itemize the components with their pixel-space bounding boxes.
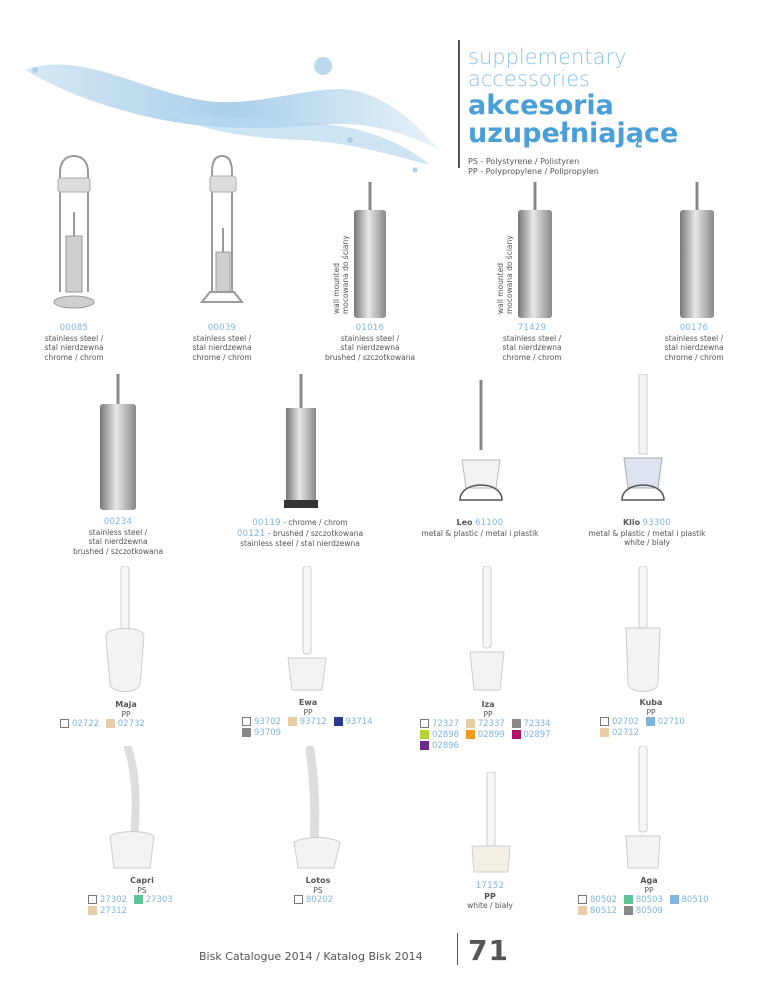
footer-divider [457, 933, 458, 965]
product-image-kuba [618, 566, 668, 696]
product-image-lotos [288, 746, 344, 872]
color-variant [646, 717, 685, 727]
color-swatch-icon [670, 895, 679, 904]
variant-code: 02896 [432, 741, 460, 751]
color-swatch-icon [466, 730, 475, 739]
product-image-leo [454, 380, 508, 510]
color-swatch-icon [88, 906, 97, 915]
color-swatch-icon [646, 717, 655, 726]
color-swatch-icon [578, 895, 587, 904]
color-swatch-icon [106, 719, 115, 728]
variant-code: 80502 [590, 895, 618, 905]
color-swatch-icon [88, 895, 97, 904]
color-swatch-icon [466, 719, 475, 728]
product-code: 00121 [236, 528, 266, 539]
variant-code: 02722 [72, 719, 100, 729]
product-image-00234 [96, 374, 140, 514]
color-swatch-icon [624, 906, 633, 915]
product-kuba: Kuba PP 02702 02710 02712 [596, 698, 706, 739]
color-variant [578, 895, 617, 905]
product-code: 00119 [252, 518, 281, 528]
color-variant [512, 719, 551, 729]
product-00176: 00176 stainless steel / stal nierdzewna chrome / chrom [630, 324, 758, 362]
color-variant [288, 717, 327, 727]
product-code: 61100 [474, 518, 504, 528]
color-variant [420, 730, 459, 740]
variant-list [416, 719, 560, 752]
product-code: 00085 [59, 323, 89, 333]
color-swatch-icon [294, 895, 303, 904]
product-capri: Capri PS 27302 27303 27312 [82, 876, 202, 917]
color-swatch-icon [420, 741, 429, 750]
variant-list [270, 895, 366, 906]
color-variant [294, 895, 333, 905]
product-name: Ewa [298, 698, 318, 707]
product-code: 00234 [103, 517, 133, 527]
color-variant [578, 906, 617, 916]
color-variant [88, 895, 127, 905]
product-image-71429 [512, 182, 558, 322]
product-klio: Klio 93300 metal & plastic / metal i plastik white / biały [588, 518, 706, 547]
product-lotos: Lotos PS 80202 [270, 876, 366, 906]
color-variant [242, 717, 281, 727]
product-code: 00176 [679, 323, 709, 333]
variant-code: 93714 [345, 717, 373, 727]
product-image-klio [616, 374, 670, 510]
product-image-00119 [280, 374, 322, 514]
product-code: 00039 [207, 323, 237, 333]
color-swatch-icon [420, 719, 429, 728]
title-english: supplementary accessories [468, 45, 627, 91]
product-name: Capri [130, 876, 154, 885]
title-polish: akcesoria uzupełniające [468, 90, 679, 149]
variant-code: 27302 [100, 895, 128, 905]
product-name: Kuba [639, 698, 663, 707]
color-variant [512, 730, 551, 740]
color-variant [466, 730, 505, 740]
color-swatch-icon [242, 728, 251, 737]
product-image-00085 [48, 152, 100, 322]
variant-code: 02710 [657, 717, 685, 727]
color-swatch-icon [512, 719, 521, 728]
color-variant [334, 717, 373, 727]
product-name: Maja [115, 700, 137, 709]
product-name: Lotos [305, 876, 331, 885]
color-variant [624, 895, 663, 905]
variant-code: 72327 [432, 719, 460, 729]
variant-list [56, 719, 196, 730]
product-leo: Leo 61100 metal & plastic / metal i plastik [421, 518, 539, 538]
product-17152: 17152 PP white / biały [440, 882, 540, 911]
product-name: Aga [640, 876, 658, 885]
product-code: 93300 [642, 518, 672, 528]
product-name: Leo [456, 518, 473, 527]
variant-list [574, 895, 724, 917]
product-aga: Aga PP 80502 80503 80510 80512 80509 [574, 876, 724, 917]
color-swatch-icon [60, 719, 69, 728]
product-00234: 00234 stainless steel / stal nierdzewna brushed / szczotkowana [50, 518, 186, 556]
color-swatch-icon [334, 717, 343, 726]
product-01016: 01016 stainless steel / stal nierdzewna brushed / szczotkowana [306, 324, 434, 362]
color-variant [242, 728, 281, 738]
header-divider [458, 40, 460, 168]
variant-code: 02898 [432, 730, 460, 740]
wall-mounted-label-1: wall mounted mocowana do ściany [332, 235, 350, 314]
variant-code: 72337 [477, 719, 505, 729]
product-iza: Iza PP 72327 72337 72334 02898 02899 02897 02896 [416, 700, 560, 752]
product-name: Iza [481, 700, 495, 709]
variant-code: 80510 [681, 895, 709, 905]
color-swatch-icon [600, 728, 609, 737]
variant-code: 72334 [523, 719, 551, 729]
color-variant [624, 906, 663, 916]
variant-code: 93709 [254, 728, 282, 738]
product-image-capri [104, 746, 160, 872]
material-legend: PS - Polystyrene / Polistyren PP - Polypropylene / Polipropylen [468, 157, 599, 176]
product-image-iza [462, 566, 512, 696]
variant-code: 93712 [299, 717, 327, 727]
color-variant [106, 719, 145, 729]
variant-list [596, 717, 706, 739]
color-variant [134, 895, 173, 905]
product-00119-00121: 00119 - chrome / chrom 00121 - brushed / szczotkowana stainless steel / stal nierdzewna [236, 518, 364, 548]
color-variant [420, 741, 459, 751]
variant-code: 02899 [477, 730, 505, 740]
variant-code: 02702 [612, 717, 640, 727]
color-swatch-icon [288, 717, 297, 726]
product-code: 71429 [517, 323, 547, 333]
product-00039: 00039 stainless steel / stal nierdzewna chrome / chrom [158, 324, 286, 362]
product-image-00039 [196, 152, 248, 322]
color-swatch-icon [134, 895, 143, 904]
variant-list [238, 717, 378, 739]
color-variant [88, 906, 127, 916]
color-variant [600, 717, 639, 727]
footer-catalogue-title: Bisk Catalogue 2014 / Katalog Bisk 2014 [199, 950, 423, 963]
product-code: 01016 [355, 323, 385, 333]
product-image-17152 [466, 772, 516, 876]
product-image-maja [100, 566, 150, 696]
variant-code: 27312 [100, 906, 128, 916]
color-swatch-icon [578, 906, 587, 915]
variant-code: 02712 [612, 728, 640, 738]
variant-code: 02897 [523, 730, 551, 740]
color-swatch-icon [624, 895, 633, 904]
color-variant [670, 895, 709, 905]
color-swatch-icon [420, 730, 429, 739]
product-image-ewa [282, 566, 332, 696]
product-image-01016 [350, 182, 390, 322]
product-00085: 00085 stainless steel / stal nierdzewna chrome / chrom [10, 324, 138, 362]
variant-code: 80503 [635, 895, 663, 905]
product-image-00176 [676, 182, 718, 322]
variant-code: 93702 [254, 717, 282, 727]
variant-code: 80509 [635, 906, 663, 916]
variant-code: 02732 [117, 719, 145, 729]
product-code: 17152 [475, 881, 505, 891]
variant-code: 80512 [590, 906, 618, 916]
variant-code: 27303 [145, 895, 173, 905]
color-swatch-icon [242, 717, 251, 726]
color-variant [600, 728, 639, 738]
color-variant [466, 719, 505, 729]
color-swatch-icon [512, 730, 521, 739]
color-variant [420, 719, 459, 729]
product-name: Klio [622, 518, 641, 527]
variant-code: 80202 [306, 895, 334, 905]
product-image-aga [618, 746, 668, 872]
product-maja: Maja PP 02722 02732 [56, 700, 196, 730]
color-variant [60, 719, 99, 729]
color-swatch-icon [600, 717, 609, 726]
page-number: 71 [468, 934, 509, 967]
product-71429: 71429 stainless steel / stal nierdzewna chrome / chrom [468, 324, 596, 362]
product-ewa: Ewa PP 93702 93712 93714 93709 [238, 698, 378, 739]
wall-mounted-label-2: wall mounted mocowana do ściany [496, 235, 514, 314]
variant-list [82, 895, 202, 917]
